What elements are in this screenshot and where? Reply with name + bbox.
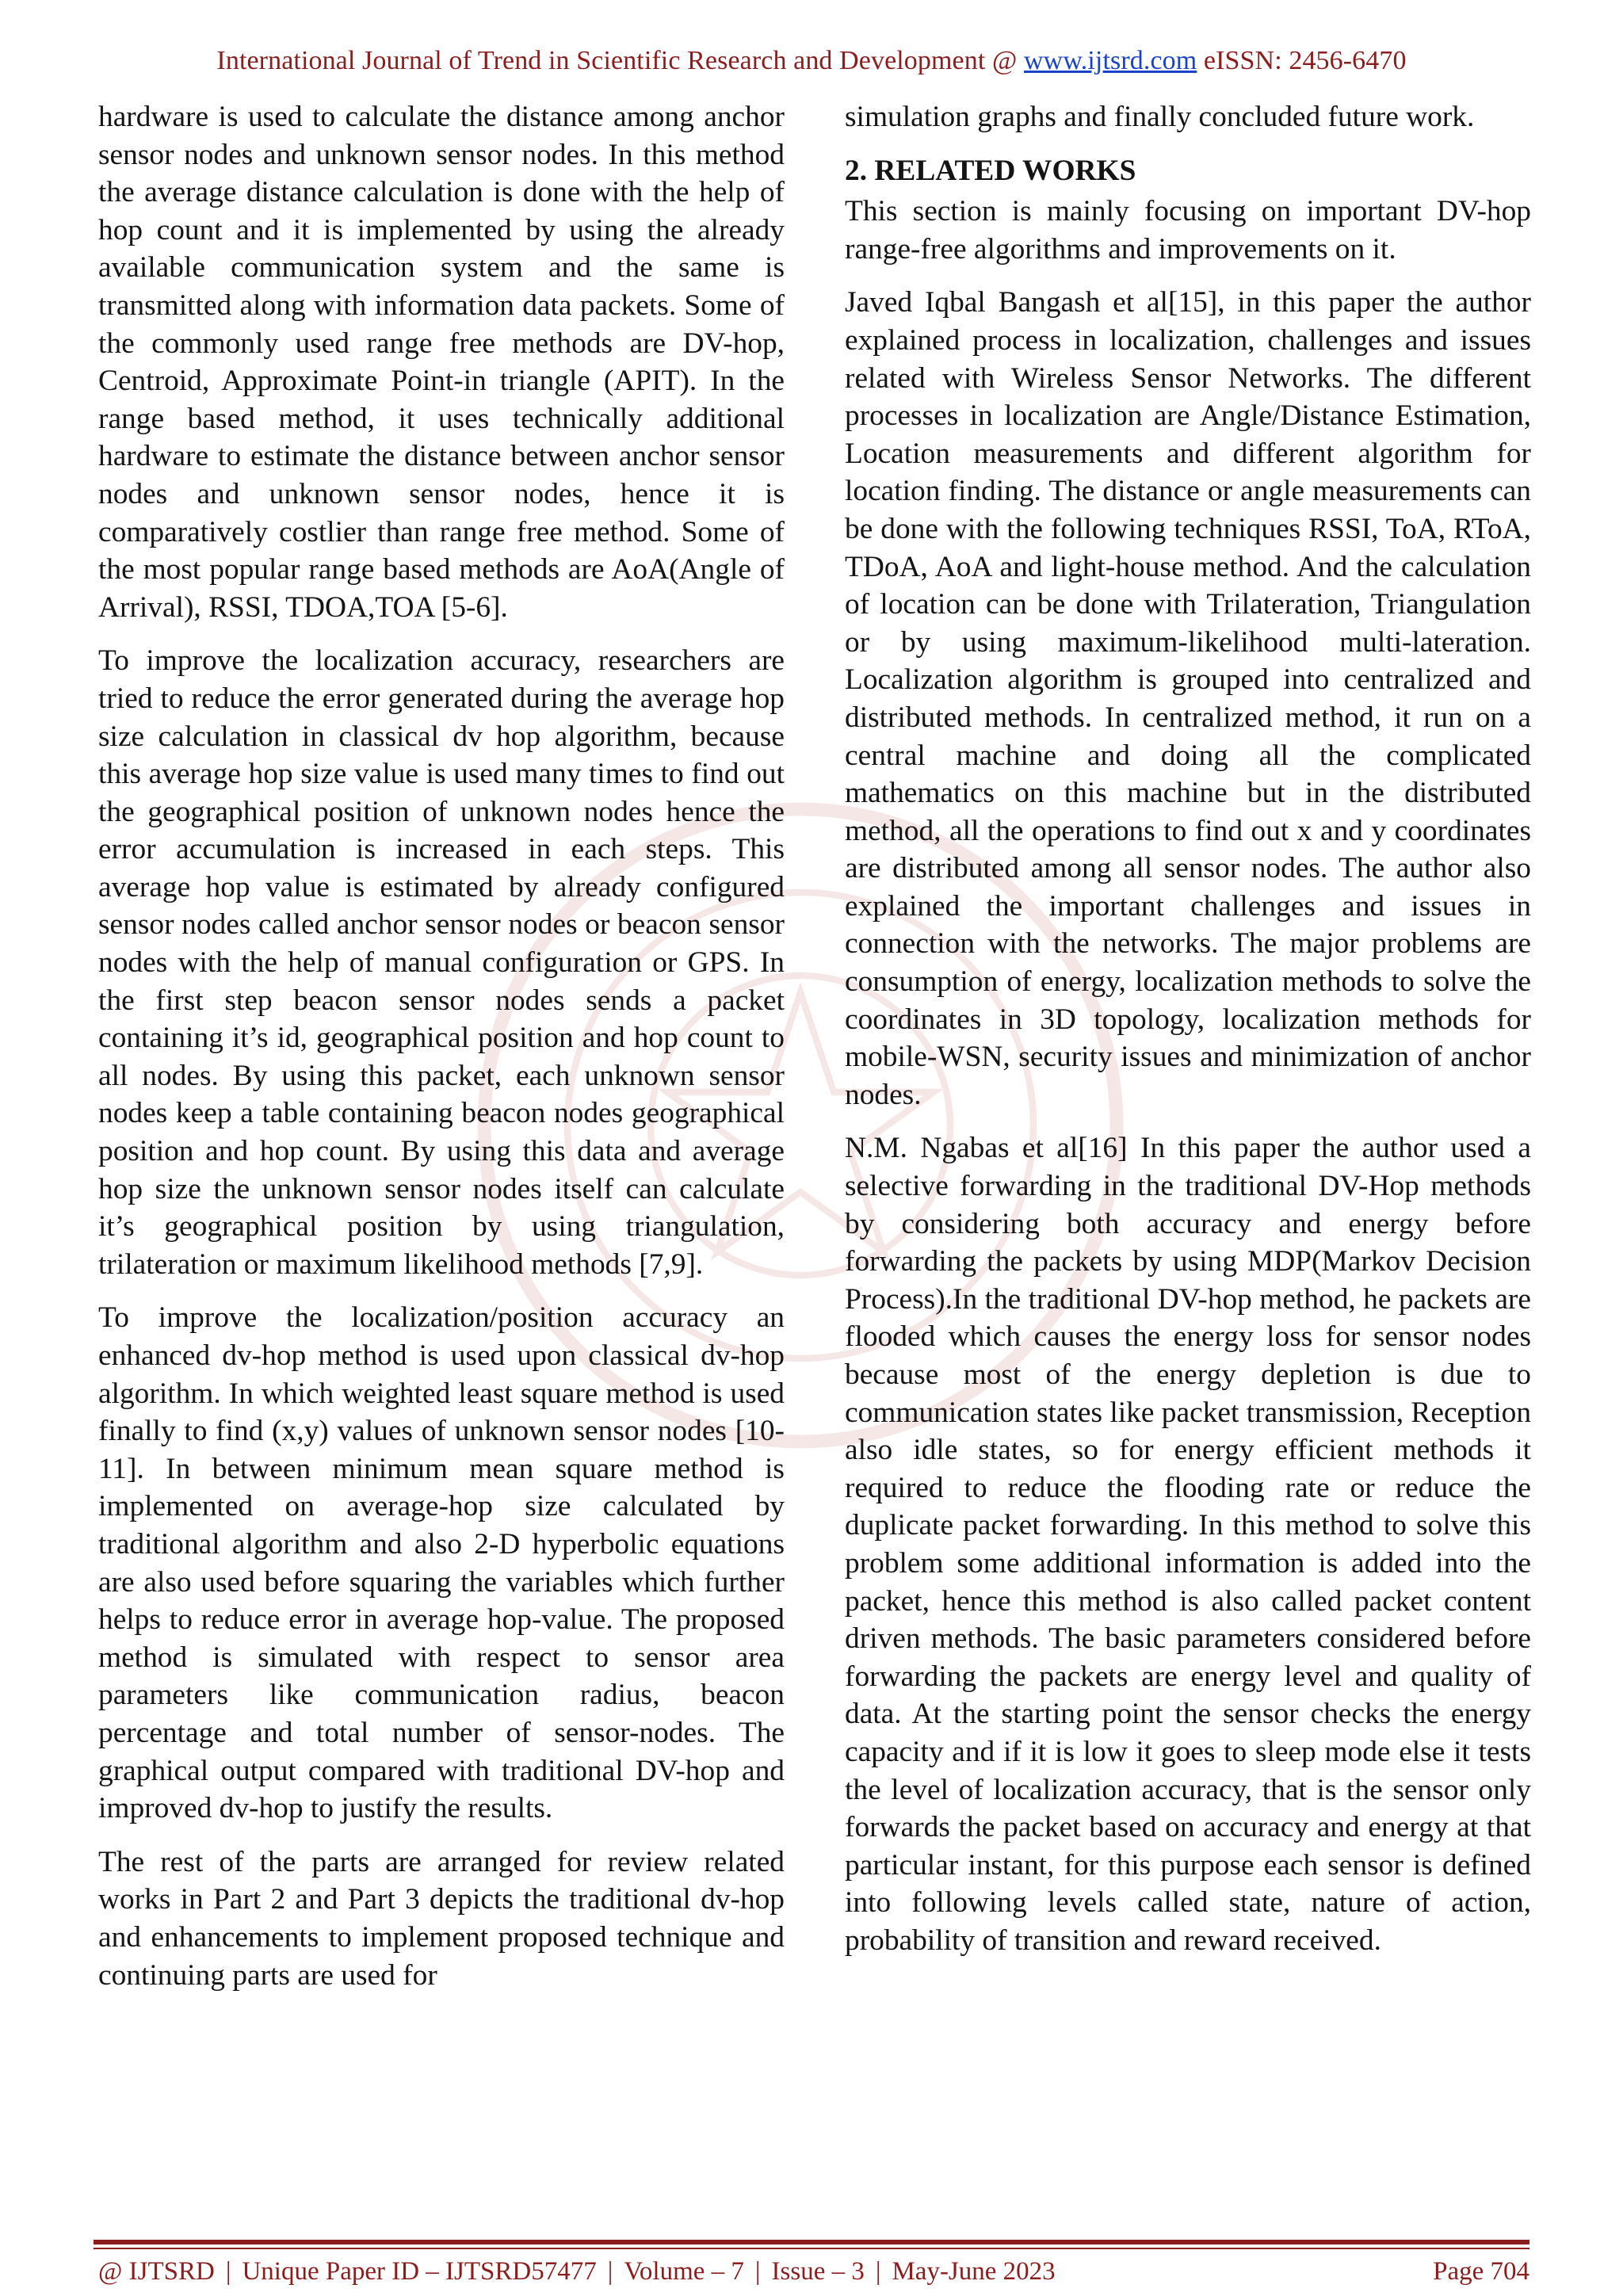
footer-paper-id: Unique Paper ID – IJTSRD57477 — [242, 2257, 597, 2286]
header-issn: eISSN: 2456-6470 — [1197, 46, 1407, 75]
journal-website-link[interactable]: www.ijtsrd.com — [1024, 46, 1197, 75]
footer-volume: Volume – 7 — [624, 2257, 744, 2286]
body-paragraph: This section is mainly focusing on important DV-hop range-free algorithms and improvements on it. — [845, 195, 1531, 266]
footer-date: May-June 2023 — [892, 2257, 1056, 2286]
footer-issue: Issue – 3 — [771, 2257, 865, 2286]
section-heading-related-works: 2. RELATED WORKS — [845, 154, 1136, 187]
right-column — [845, 98, 1531, 1976]
page-footer — [98, 2257, 1529, 2286]
left-column — [98, 98, 785, 2010]
continued-paragraph: simulation graphs and finally concluded future work. — [845, 101, 1475, 133]
body-paragraph: hardware is used to calculate the distance among anchor sensor nodes and unknown sensor nodes. In this method the average distance calculation is done with the help of hop count and it is implemented by using the already available communication system and the same is transmitted along with information data packets. Some of the commonly used range free methods are DV-hop, Centroid, Approximate Point-in triangle (APIT). In the range based method, it uses technically additional hardware to estimate the distance between anchor sensor nodes and unknown sensor nodes, hence it is comparatively costlier than range free method. Some of the most popular range based methods are AoA(Angle of Arrival), RSSI, TDOA,TOA [5-6]. — [98, 101, 785, 624]
footer-info: @ IJTSRD | Unique Paper ID – IJTSRD57477 | Volume – 7 | Issue – 3 | May-June 2023 — [98, 2257, 1056, 2286]
body-paragraph: To improve the localization accuracy, researchers are tried to reduce the error generated during the average hop size calculation in classical dv hop algorithm, because this average hop size value is used many times to find out the geographical position of unknown nodes hence the error accumulation is increased in each steps. This average hop value is estimated by already configured sensor nodes called anchor sensor nodes or beacon sensor nodes with the help of manual configuration or GPS. In the first step beacon sensor nodes sends a packet containing it’s id, geographical position and hop count to all nodes. By using this packet, each unknown sensor nodes keep a table containing beacon nodes geographical position and hop count. By using this data and average hop size the unknown sensor nodes itself can calculate it’s geographical position by using triangulation, trilateration or maximum likelihood methods [7,9]. — [98, 644, 785, 1281]
body-paragraph: N.M. Ngabas et al[16] In this paper the author used a selective forwarding in the traditional DV-Hop methods by considering both accuracy and energy before forwarding the packets by using MDP(Markov Decision Process).In the traditional DV-hop method, he packets are flooded which causes the energy loss for sensor nodes because most of the energy depletion is due to communication states like packet transmission, Reception also idle states, so for energy efficient methods it required to reduce the flooding rate or reduce the duplicate packet forwarding. In this method to solve this problem some additional information is added into the packet, hence this method is also called packet content driven methods. The basic parameters considered before forwarding the packets are energy level and quality of data. At the starting point the sensor checks the energy capacity and if it is low it goes to sleep mode else it tests the level of localization accuracy, that is the sensor only forwards the packet based on accuracy and energy at that particular instant, for this purpose each sensor is defined into following levels called state, nature of action, probability of transition and reward received. — [845, 1132, 1532, 1957]
footer-page-number: Page 704 — [1433, 2257, 1529, 2286]
footer-journal: @ IJTSRD — [98, 2257, 215, 2286]
footer-rule — [94, 2240, 1529, 2244]
footer-rule-thin — [94, 2248, 1529, 2249]
body-paragraph: Javed Iqbal Bangash et al[15], in this paper the author explained process in localization, challenges and issues related with Wireless Sensor Networks. The different processes in localization are Angle/Distance Estimation, Location measurements and different algorithm for location finding. The distance or angle measurements can be done with the following techniques RSSI, ToA, RToA, TDoA, AoA and light-house method. And the calculation of location can be done with Trilateration, Triangulation or by using maximum-likelihood multi-lateration. Localization algorithm is grouped into centralized and distributed methods. In centralized method, it run on a central machine and doing all the complicated mathematics on this machine but in the distributed method, all the operations to find out x and y coordinates are distributed among all sensor nodes. The author also explained the important challenges and issues in connection with the networks. The major problems are consumption of energy, localization methods to solve the coordinates in 3D topology, localization methods for mobile-WSN, security issues and minimization of anchor nodes. — [845, 286, 1531, 1111]
body-paragraph: The rest of the parts are arranged for review related works in Part 2 and Part 3 depicts the traditional dv-hop and enhancements to implement proposed technique and continuing parts are used for — [98, 1845, 785, 1992]
running-header — [0, 46, 1623, 76]
body-paragraph: To improve the localization/position accuracy an enhanced dv-hop method is used upon classical dv-hop algorithm. In which weighted least square method is used finally to find (x,y) values of unknown sensor nodes [10-11]. In between minimum mean square method is implemented on average-hop size calculated by traditional algorithm and also 2-D hyperbolic equations are also used before squaring the variables which further helps to reduce error in average hop-value. The proposed method is simulated with respect to sensor area parameters like communication radius, beacon percentage and total number of sensor-nodes. The graphical output compared with traditional DV-hop and improved dv-hop to justify the results. — [98, 1301, 785, 1825]
header-journal-text: International Journal of Trend in Scientific Research and Development @ — [216, 46, 1025, 75]
